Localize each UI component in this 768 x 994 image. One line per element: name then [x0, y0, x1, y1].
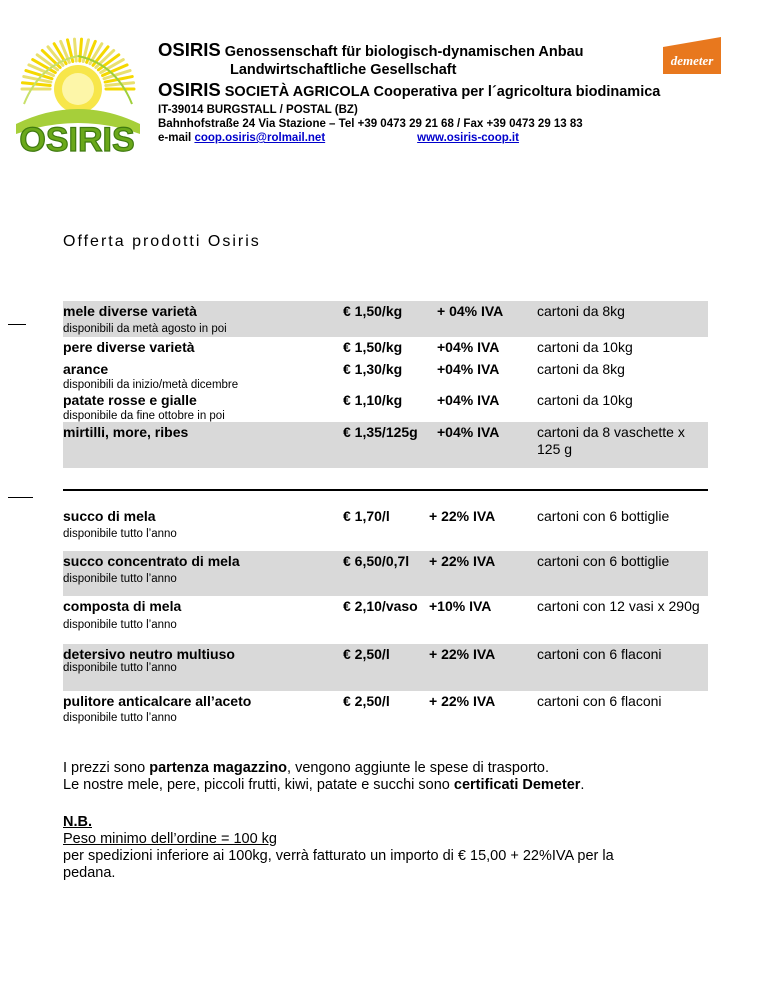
- product-name: composta di mela: [63, 598, 182, 614]
- product-name: succo concentrato di mela: [63, 553, 240, 569]
- product-packaging: cartoni da 8kg: [537, 361, 625, 377]
- product-availability: disponibili da inizio/metà dicembre: [63, 379, 239, 391]
- product-name: succo di mela: [63, 508, 156, 524]
- product-packaging: cartoni con 6 flaconi: [537, 693, 662, 709]
- product-packaging: cartoni con 6 bottiglie: [537, 508, 670, 524]
- product-price: € 1,35/125g: [343, 424, 418, 440]
- product-vat: +10% IVA: [429, 598, 492, 614]
- header-line3: SOCIETÀ AGRICOLA Cooperativa per l´agricoltura biodinamica: [220, 84, 661, 100]
- shipping-note-1: per spedizioni inferiore ai 100kg, verrà fatturato un importo di € 15,00 + 22%IVA per la: [63, 848, 614, 864]
- nb-label: N.B.: [63, 814, 92, 830]
- product-packaging: cartoni con 12 vasi x 290g: [537, 598, 700, 614]
- product-price: € 1,10/kg: [343, 392, 403, 408]
- product-price: € 2,50/l: [343, 646, 390, 662]
- product-price: € 2,50/l: [343, 693, 390, 709]
- product-availability: disponibili da metà agosto in poi: [63, 323, 227, 335]
- demeter-text: demeter: [670, 53, 714, 68]
- email-link[interactable]: coop.osiris@rolmail.net: [194, 132, 326, 144]
- product-row: [63, 337, 708, 359]
- product-price: € 1,70/l: [343, 508, 390, 524]
- margin-mark: [8, 324, 26, 325]
- product-vat: + 22% IVA: [429, 508, 496, 524]
- product-price: € 2,10/vaso: [343, 598, 418, 614]
- product-availability: disponibile tutto l’anno: [63, 573, 177, 585]
- letterhead: [158, 40, 718, 145]
- product-packaging: cartoni con 6 bottiglie: [537, 553, 670, 569]
- product-vat: +04% IVA: [437, 424, 500, 440]
- product-name: detersivo neutro multiuso: [63, 646, 235, 662]
- product-vat: + 22% IVA: [429, 553, 496, 569]
- product-name: pulitore anticalcare all’aceto: [63, 693, 252, 709]
- product-name: pere diverse varietà: [63, 339, 195, 355]
- product-packaging: cartoni da 8kg: [537, 303, 625, 319]
- osiris-logo: [10, 34, 145, 159]
- product-price: € 1,30/kg: [343, 361, 403, 377]
- product-row: [63, 551, 708, 596]
- product-table-fruit: [63, 301, 708, 468]
- product-packaging: cartoni da 8 vaschette x 125 g: [537, 424, 685, 457]
- product-availability: disponibile tutto l’anno: [63, 712, 177, 724]
- product-name: mele diverse varietà: [63, 303, 197, 319]
- demeter-logo: [663, 37, 721, 74]
- product-packaging: cartoni da 10kg: [537, 339, 633, 355]
- page-title: Offerta prodotti Osiris: [63, 233, 261, 250]
- product-price: € 1,50/kg: [343, 339, 403, 355]
- product-vat: + 04% IVA: [437, 303, 504, 319]
- product-price: € 1,50/kg: [343, 303, 403, 319]
- product-row: [63, 390, 708, 422]
- product-row: [63, 691, 708, 725]
- product-vat: + 22% IVA: [429, 693, 496, 709]
- header-line2: Landwirtschaftliche Gesellschaft: [230, 62, 457, 78]
- product-table-products: [63, 506, 708, 725]
- note-prices: I prezzi sono partenza magazzino, vengono aggiunte le spese di trasporto.: [63, 760, 550, 776]
- product-name: patate rosse e gialle: [63, 392, 197, 408]
- product-name: mirtilli, more, ribes: [63, 424, 189, 440]
- logo-text: OSIRIS: [19, 121, 135, 159]
- website-link[interactable]: www.osiris-coop.it: [417, 132, 519, 144]
- product-vat: +04% IVA: [437, 392, 500, 408]
- brand-name-it: OSIRIS: [158, 79, 221, 100]
- margin-mark: [8, 497, 33, 498]
- minimum-weight: Peso minimo dell’ordine = 100 kg: [63, 831, 277, 847]
- table-separator: [63, 489, 708, 491]
- email-label: e-mail: [158, 132, 195, 144]
- product-availability: disponibile tutto l’anno: [63, 619, 177, 631]
- product-availability: disponibile tutto l’anno: [63, 528, 177, 540]
- address: IT-39014 BURGSTALL / POSTAL (BZ): [158, 104, 358, 116]
- contact-line: Bahnhofstraße 24 Via Stazione – Tel +39 0473 29 21 68 / Fax +39 0473 29 13 83: [158, 118, 583, 130]
- product-row: [63, 359, 708, 390]
- product-availability: disponibile da fine ottobre in poi: [63, 410, 225, 422]
- product-row: [63, 506, 708, 551]
- product-packaging: cartoni con 6 flaconi: [537, 646, 662, 662]
- product-row: [63, 644, 708, 691]
- product-vat: +04% IVA: [437, 361, 500, 377]
- product-row: [63, 596, 708, 644]
- note-demeter: Le nostre mele, pere, piccoli frutti, kiwi, patate e succhi sono certificati Demeter.: [63, 777, 585, 793]
- product-price: € 6,50/0,7l: [343, 553, 410, 569]
- product-row: [63, 422, 708, 468]
- header-line1: Genossenschaft für biologisch-dynamischen Anbau: [220, 44, 584, 60]
- brand-name: OSIRIS: [158, 39, 221, 60]
- product-vat: + 22% IVA: [429, 646, 496, 662]
- product-packaging: cartoni da 10kg: [537, 392, 633, 408]
- product-vat: +04% IVA: [437, 339, 500, 355]
- shipping-note-2: pedana.: [63, 865, 116, 881]
- product-row: [63, 301, 708, 337]
- product-availability: disponibile tutto l’anno: [63, 662, 177, 674]
- product-name: arance: [63, 361, 109, 377]
